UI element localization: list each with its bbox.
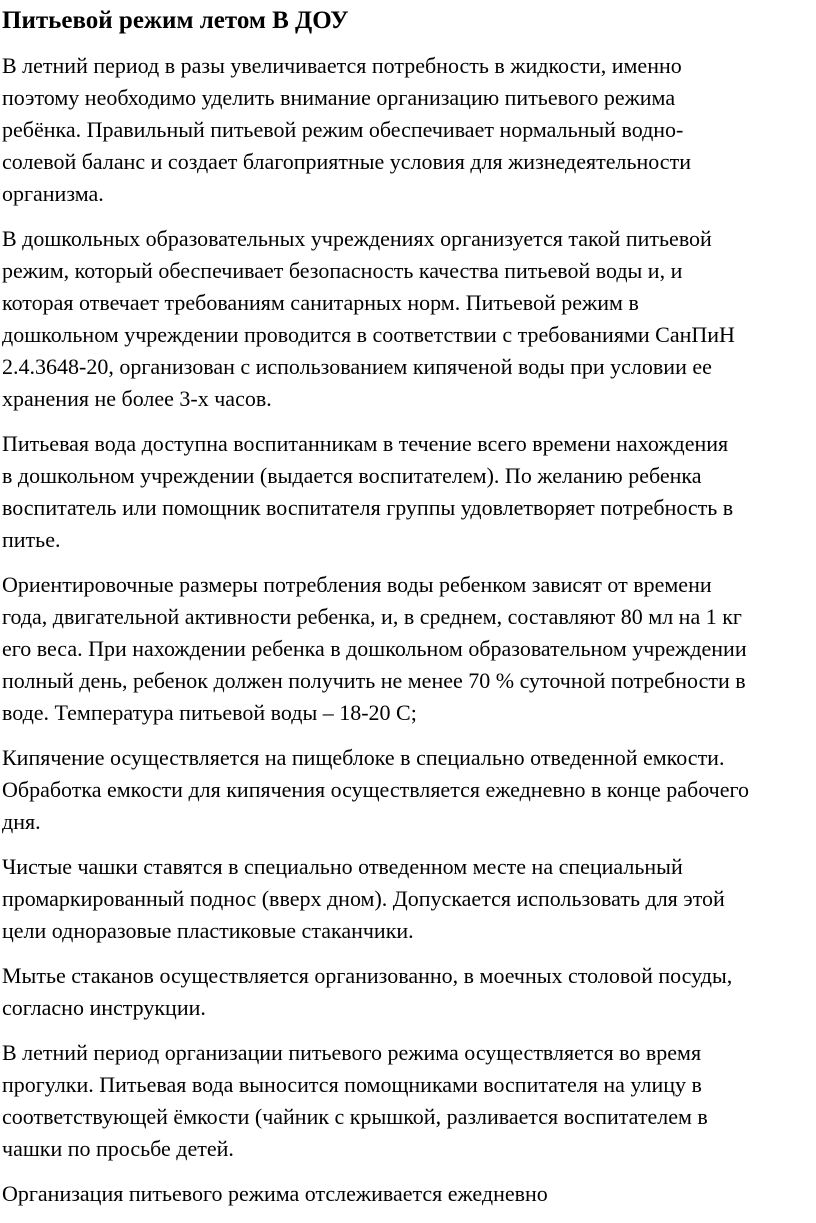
paragraph: [2, 1037, 814, 1165]
paragraph: [2, 569, 814, 729]
paragraph-line: которая отвечает требованиям санитарных норм. Питьевой режим в: [2, 290, 639, 315]
paragraph-line: согласно инструкции.: [2, 995, 206, 1020]
document-body: [2, 50, 814, 1210]
paragraph-line: Кипячение осуществляется на пищеблоке в специально отведенной емкости.: [2, 745, 725, 770]
paragraph-line: прогулки. Питьевая вода выносится помощниками воспитателя на улицу в: [2, 1072, 702, 1097]
paragraph: [2, 50, 814, 210]
paragraph-line: Ориентировочные размеры потребления воды ребенком зависят от времени: [2, 572, 712, 597]
paragraph-line: питье.: [2, 527, 61, 552]
paragraph-line: его веса. При нахождении ребенка в дошкольном образовательном учреждении: [2, 636, 747, 661]
paragraph-line: дошкольном учреждении проводится в соответствии с требованиями СанПиН: [2, 322, 735, 347]
paragraph-line: чашки по просьбе детей.: [2, 1136, 234, 1161]
paragraph-line: 2.4.3648-20, организован с использованием кипяченой воды при условии ее: [2, 354, 712, 379]
paragraph-line: дня.: [2, 809, 41, 834]
paragraph-line: воде. Температура питьевой воды – 18-20 С;: [2, 700, 417, 725]
paragraph-line: в дошкольном учреждении (выдается воспитателем). По желанию ребенка: [2, 463, 702, 488]
paragraph-line: цели одноразовые пластиковые стаканчики.: [2, 918, 414, 943]
paragraph: [2, 223, 814, 415]
paragraph-line: В летний период организации питьевого режима осуществляется во время: [2, 1040, 702, 1065]
paragraph-line: ребёнка. Правильный питьевой режим обеспечивает нормальный водно-: [2, 117, 684, 142]
paragraph-line: полный день, ребенок должен получить не менее 70 % суточной потребности в: [2, 668, 746, 693]
paragraph-line: промаркированный поднос (вверх дном). Допускается использовать для этой: [2, 886, 725, 911]
paragraph-line: Мытье стаканов осуществляется организованно, в моечных столовой посуды,: [2, 963, 733, 988]
paragraph-line: В дошкольных образовательных учреждениях организуется такой питьевой: [2, 226, 712, 251]
paragraph-line: хранения не более 3-х часов.: [2, 386, 272, 411]
paragraph-line: поэтому необходимо уделить внимание организацию питьевого режима: [2, 85, 676, 110]
paragraph-line: организма.: [2, 181, 104, 206]
paragraph-line: Обработка емкости для кипячения осуществляется ежедневно в конце рабочего: [2, 777, 749, 802]
paragraph-line: соответствующей ёмкости (чайник с крышкой, разливается воспитателем в: [2, 1104, 708, 1129]
paragraph: [2, 742, 814, 838]
paragraph: [2, 428, 814, 556]
paragraph: [2, 851, 814, 947]
paragraph: [2, 1178, 814, 1210]
paragraph-line: Питьевая вода доступна воспитанникам в течение всего времени нахождения: [2, 431, 729, 456]
paragraph-line: Организация питьевого режима отслеживается ежедневно: [2, 1181, 548, 1206]
paragraph-line: В летний период в разы увеличивается потребность в жидкости, именно: [2, 53, 682, 78]
paragraph-line: солевой баланс и создает благоприятные условия для жизнедеятельности: [2, 149, 691, 174]
document-title: Питьевой режим летом В ДОУ: [2, 7, 349, 34]
paragraph-line: Чистые чашки ставятся в специально отведенном месте на специальный: [2, 854, 683, 879]
paragraph-line: режим, который обеспечивает безопасность качества питьевой воды и, и: [2, 258, 683, 283]
paragraph-line: воспитатель или помощник воспитателя группы удовлетворяет потребность в: [2, 495, 734, 520]
paragraph-line: года, двигательной активности ребенка, и, в среднем, составляют 80 мл на 1 кг: [2, 604, 742, 629]
document-page: [2, 4, 814, 1223]
paragraph: [2, 960, 814, 1024]
